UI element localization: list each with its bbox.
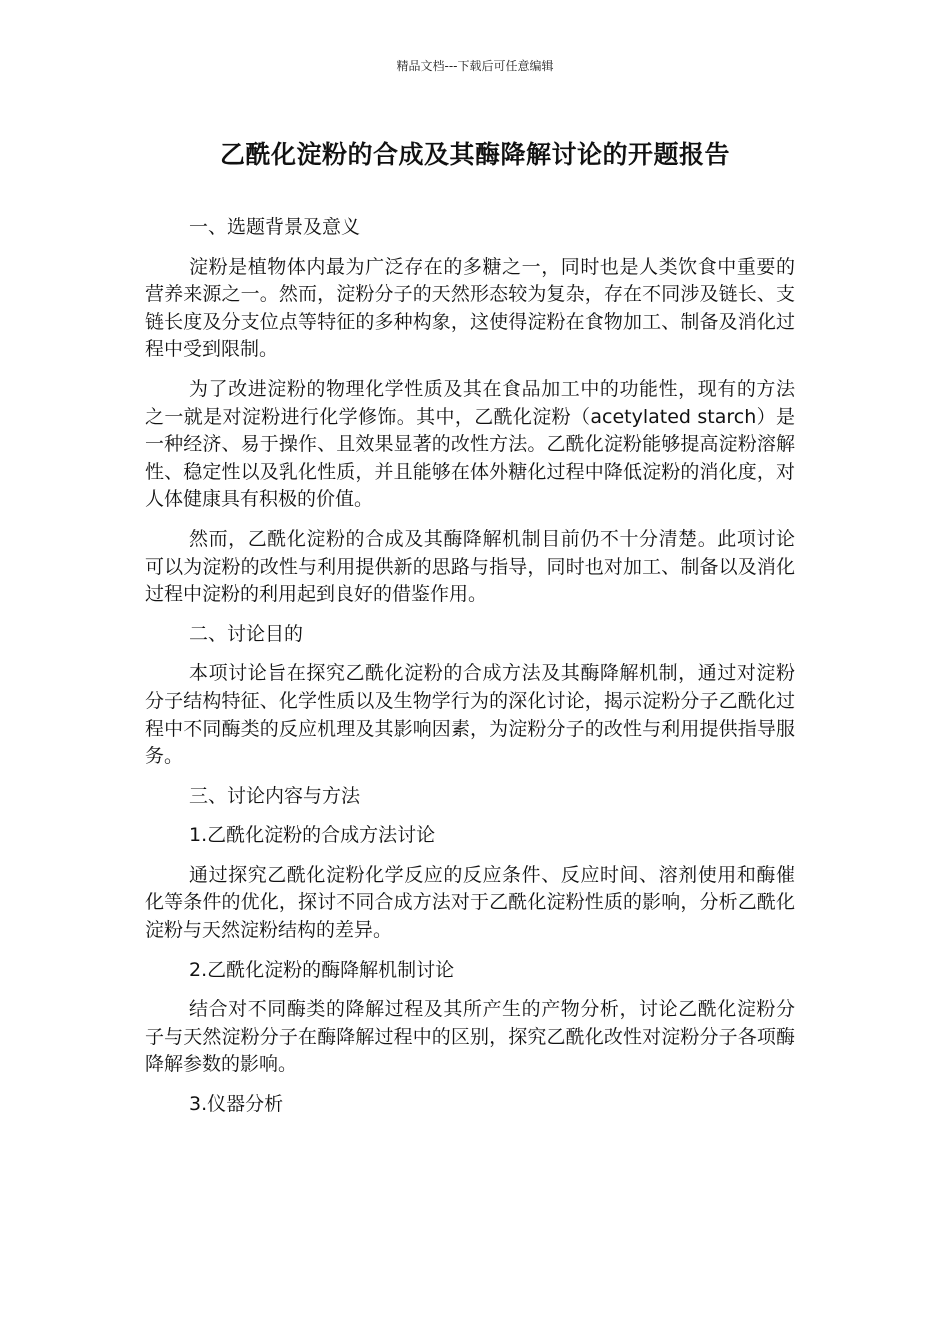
paragraph: 淀粉是植物体内最为广泛存在的多糖之一，同时也是人类饮食中重要的营养来源之一。然而，淀粉分子的天然形态较为复杂，存在不同涉及链长、支链长度及分支位点等特征的多种构象，这使得淀粉在食物加工、制备及消化过程中受到限制。 xyxy=(145,255,795,361)
document-body xyxy=(145,214,795,1131)
paragraph: 然而，乙酰化淀粉的合成及其酶降解机制目前仍不十分清楚。此项讨论可以为淀粉的改性与利用提供新的思路与指导，同时也对加工、制备以及消化过程中淀粉的利用起到良好的借鉴作用。 xyxy=(145,527,795,606)
paragraph: 为了改进淀粉的物理化学性质及其在食品加工中的功能性，现有的方法之一就是对淀粉进行化学修饰。其中，乙酰化淀粉（acetylated starch）是一种经济、易于操作、且效果显著的改性方法。乙酰化淀粉能够提高淀粉溶解性、稳定性以及乳化性质，并且能够在体外糖化过程中降低淀粉的消化度，对人体健康具有积极的价值。 xyxy=(145,377,795,511)
page-header-watermark: 精品文档---下载后可任意编辑 xyxy=(396,59,554,73)
section-heading-objective: 二、讨论目的 xyxy=(189,622,304,645)
subsection-heading-enzymatic: 2.乙酰化淀粉的酶降解机制讨论 xyxy=(189,958,455,981)
paragraph: 结合对不同酶类的降解过程及其所产生的产物分析，讨论乙酰化淀粉分子与天然淀粉分子在酶降解过程中的区别，探究乙酰化改性对淀粉分子各项酶降解参数的影响。 xyxy=(145,998,795,1076)
paragraph: 通过探究乙酰化淀粉化学反应的反应条件、反应时间、溶剂使用和酶催化等条件的优化，探讨不同合成方法对于乙酰化淀粉性质的影响，分析乙酰化淀粉与天然淀粉结构的差异。 xyxy=(145,863,795,942)
section-heading-background: 一、选题背景及意义 xyxy=(189,216,361,238)
document-title: 乙酰化淀粉的合成及其酶降解讨论的开题报告 xyxy=(219,140,730,169)
paragraph: 本项讨论旨在探究乙酰化淀粉的合成方法及其酶降解机制，通过对淀粉分子结构特征、化学性质以及生物学行为的深化讨论，揭示淀粉分子乙酰化过程中不同酶类的反应机理及其影响因素，为淀粉分子的改性与利用提供指导服务。 xyxy=(145,662,795,768)
subsection-heading-synthesis: 1.乙酰化淀粉的合成方法讨论 xyxy=(189,824,436,847)
subsection-heading-instrument: 3.仪器分析 xyxy=(189,1093,284,1116)
section-heading-content-methods: 三、讨论内容与方法 xyxy=(189,784,361,807)
